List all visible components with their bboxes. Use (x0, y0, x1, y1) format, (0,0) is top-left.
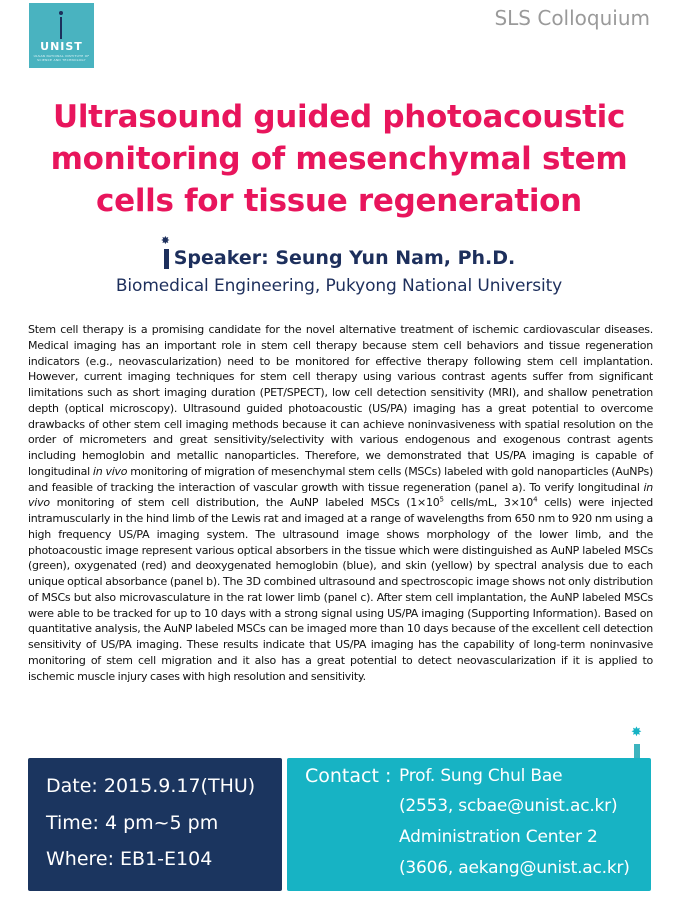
abstract-text (28, 322, 653, 684)
bar-icon (634, 744, 640, 758)
title-line: Ultrasound guided photoacoustic (52, 99, 626, 135)
abstract-superscript: 4 (533, 495, 538, 504)
abstract-segment: monitoring of stem cell distribution, the AuNP labeled MSCs (1×10 (49, 496, 440, 510)
speaker-affiliation: Biomedical Engineering, Pukyong National University (115, 276, 563, 296)
talk-title (0, 96, 678, 222)
abstract-segment: cells/mL, 3×10 (443, 496, 534, 510)
abstract-superscript: 5 (439, 495, 444, 504)
abstract-segment: cells) were injected intramuscularly in the hind limb of the Lewis rat and imaged at a range of wavelengths from 650 nm to 920 nm using a high frequency US/PA imaging system. The ultrasound image shows morphology of the lower limb, and the photoacoustic image represent various optical absorbers in the tissue which were distinguished as AuNP labeled MSCs (green), oxygenated (red) and deoxygenated hemoglobin (blue), and skin (yellow) by spectral analysis due to each unique optical absorbance (panel b). The 3D combined ultrasound and spectroscopic image shows not only distribution of MSCs but also microvasculature in the rat lower limb (panel c). After stem cell implantation, the AuNP labeled MSCs were able to be tracked for up to 10 days with a strong signal using US/PA imaging (Supporting Information). Based on quantitative analysis, the AuNP labeled MSCs can be imaged more than 10 days because of the excellent cell detection sensitivity of US/PA imaging. These results indicate that US/PA imaging has the capability of long-term noninvasive monitoring of stem cell migration and it also has a great potential to detect neovascularization if it is applied to ischemic muscle injury cases with high resolution and sensitivity. (28, 496, 653, 683)
contact-line: Prof. Sung Chul Bae (399, 766, 563, 786)
unist-logo (29, 3, 94, 68)
event-location: Where: EB1-E104 (46, 848, 213, 870)
asterisk-bar-icon (631, 726, 643, 758)
asterisk-icon: ✸ (631, 725, 642, 740)
abstract-segment: Stem cell therapy is a promising candidate for the novel alternative treatment of ischemic cardiovascular diseases. Medical imaging has an important role in stem cell therapy because stem cell behaviors and tissue regeneration indicators (e.g., neovascularization) need to be monitored for effective therapy following stem cell implantation. However, current imaging techniques for stem cell therapy using various contrast agents suffer from significant limitations such as short imaging duration (PET/SPECT), low cell detection sensitivity (MRI), and shallow penetration depth (optical microscopy). Ultrasound guided photoacoustic (US/PA) imaging has a great potential to overcome drawbacks of other stem cell imaging methods because it can achieve noninvasiveness with spatial resolution on the order of micrometers and great sensitivity/selectivity with various endogenous and exogenous contrast agents including hemoglobin and metallic nanoparticles. Therefore, we demonstrated that US/PA imaging is capable of longitudinal (28, 323, 653, 478)
abstract-italic: in vivo (92, 464, 128, 478)
title-line: cells for tissue regeneration (96, 183, 582, 219)
event-date: Date: 2015.9.17(THU) (46, 775, 256, 797)
logo-subtitle: ULSAN NATIONAL INSTITUTE OF SCIENCE AND TECHNOLOGY (33, 54, 90, 62)
contact-line: (3606, aekang@unist.ac.kr) (399, 858, 630, 878)
asterisk-icon: ✸ (160, 234, 170, 247)
abstract-italic: in vivo (28, 480, 653, 510)
contact-line: Administration Center 2 (399, 827, 598, 847)
abstract-segment: monitoring of migration of mesenchymal stem cells (MSCs) labeled with gold nanoparticles (AuNPs) and feasible of tracking the interaction of vascular growth with tissue regeneration (panel a). To verify longitudinal (28, 464, 653, 494)
logo-dot (59, 11, 63, 15)
speaker-row (0, 234, 678, 272)
contact-label: Contact : (305, 765, 392, 787)
title-line: monitoring of mesenchymal stem (50, 141, 628, 177)
contact-box (287, 758, 651, 891)
speaker-name: Speaker: Seung Yun Nam, Ph.D. (173, 247, 516, 269)
logo-stem (60, 17, 62, 39)
series-title: SLS Colloquium (494, 6, 650, 30)
bar-icon (164, 249, 169, 269)
asterisk-bar-icon (160, 234, 171, 272)
logo-wordmark: UNIST (40, 40, 83, 53)
event-time: Time: 4 pm~5 pm (46, 812, 219, 834)
contact-line: (2553, scbae@unist.ac.kr) (399, 796, 618, 816)
event-details-box (28, 758, 282, 891)
